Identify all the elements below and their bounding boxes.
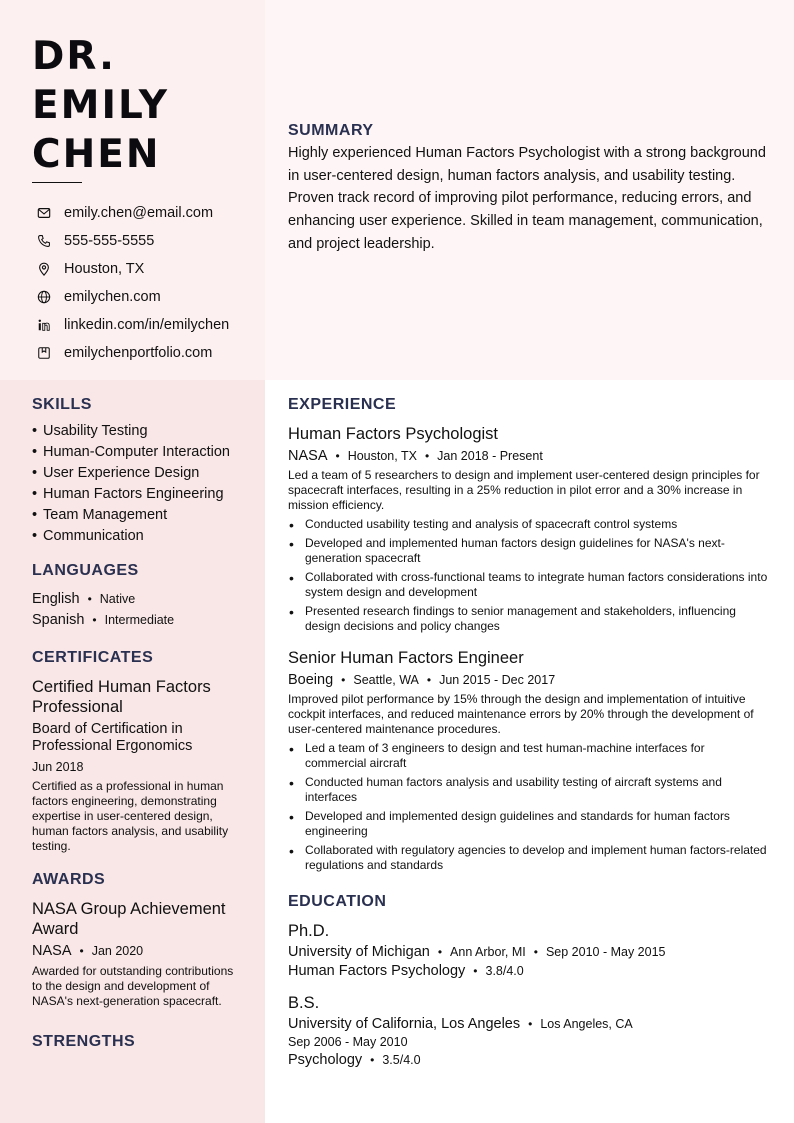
dot-separator: • — [424, 449, 430, 463]
job-entry — [288, 424, 768, 634]
languages-heading: LANGUAGES — [32, 562, 139, 579]
summary-text: Highly experienced Human Factors Psychologist with a strong background in user-centered design, human factors analysis, and usability testing. Proven track record of improving pilot performance, reducing errors, and enhancing user experience. Skilled in team management, communication, and project leadership. — [288, 145, 766, 252]
education-degree: B.S. — [288, 994, 320, 1012]
contact-phone[interactable] — [32, 227, 229, 255]
dot-separator: • — [341, 673, 346, 687]
job-description: Improved pilot performance by 15% through the design and implementation of intuitive cockpit interfaces, and reduced maintenance errors by 20% through the development of user-centered maintenance procedures. — [288, 692, 754, 736]
list-item: • Human-Computer Interaction — [32, 444, 242, 461]
award-description: Awarded for outstanding contributions to the design and development of NASA's next-generation spacecraft. — [32, 964, 234, 1008]
award-entry — [32, 899, 242, 1009]
education-dates-line — [288, 1035, 768, 1049]
dot-separator: • — [533, 945, 538, 959]
globe-icon — [32, 285, 56, 309]
strengths-heading: STRENGTHS — [32, 1033, 136, 1050]
award-name: NASA Group Achievement Award — [32, 900, 226, 938]
contact-email-text: emily.chen@email.com — [64, 205, 214, 221]
education-heading: EDUCATION — [288, 893, 387, 910]
location-pin-icon — [32, 257, 56, 281]
job-description: Led a team of 5 researchers to design and implement user-centered design principles for spacecraft interfaces, resulting in a 25% reduction in pilot error and a 30% increase in mission efficiency. — [288, 468, 760, 512]
job-title: Human Factors Psychologist — [288, 425, 498, 443]
list-item: • Conducted usability testing and analysis of spacecraft control systems — [288, 517, 768, 532]
list-item: • User Experience Design — [32, 465, 242, 482]
award-meta — [32, 943, 242, 959]
list-item: • Collaborated with regulatory agencies to develop and implement human factors-related regulations and standards — [288, 843, 768, 873]
award-date: Jan 2020 — [91, 944, 144, 958]
job-company: Boeing — [288, 672, 334, 688]
education-gpa: 3.5/4.0 — [382, 1053, 421, 1067]
education-school: University of Michigan — [288, 944, 430, 960]
award-org: NASA — [32, 943, 72, 959]
contact-website-text: emilychen.com — [64, 289, 161, 305]
list-item: • Collaborated with cross-functional teams to integrate human factors considerations into system design and development — [288, 570, 768, 600]
education-degree: Ph.D. — [288, 922, 330, 940]
list-item: • Human Factors Engineering — [32, 486, 242, 503]
candidate-name — [32, 32, 252, 179]
education-location: Ann Arbor, MI — [450, 945, 526, 959]
list-item: • Communication — [32, 528, 242, 545]
contact-portfolio-text: emilychenportfolio.com — [64, 345, 213, 361]
left-column — [32, 396, 242, 1051]
dot-separator: • — [370, 1053, 375, 1067]
certificate-name: Certified Human Factors Professional — [32, 678, 211, 716]
education-field-line — [288, 1052, 768, 1068]
name-line: DR. — [32, 34, 116, 79]
language-level: Intermediate — [104, 612, 175, 627]
list-item: • Team Management — [32, 507, 242, 524]
dot-separator: • — [426, 673, 432, 687]
contact-email[interactable] — [32, 199, 229, 227]
contact-portfolio[interactable] — [32, 339, 229, 367]
name-line: CHEN — [32, 132, 161, 177]
language-name: English — [32, 590, 80, 607]
skills-heading: SKILLS — [32, 396, 92, 413]
certificate-org: Board of Certification in Professional Ergonomics — [32, 721, 193, 754]
job-bullets — [288, 517, 768, 634]
summary-heading: SUMMARY — [288, 122, 374, 139]
list-item: • Presented research findings to senior management and stakeholders, influencing design decisions and policy changes — [288, 604, 768, 634]
job-title: Senior Human Factors Engineer — [288, 649, 524, 667]
summary-section — [288, 122, 768, 256]
dot-separator: • — [437, 945, 443, 959]
awards-heading: AWARDS — [32, 871, 106, 888]
job-meta — [288, 448, 768, 464]
list-item: • Developed and implemented design guidelines and standards for human factors engineering — [288, 809, 768, 839]
education-entry — [288, 921, 768, 979]
dot-separator: • — [87, 591, 92, 606]
mail-icon — [32, 201, 56, 225]
education-field: Human Factors Psychology — [288, 963, 466, 979]
experience-heading: EXPERIENCE — [288, 396, 397, 413]
phone-icon — [32, 229, 56, 253]
job-location: Houston, TX — [347, 449, 417, 463]
dot-separator: • — [528, 1017, 533, 1031]
certificates-heading: CERTIFICATES — [32, 649, 154, 666]
list-item: • Usability Testing — [32, 423, 242, 440]
contact-linkedin[interactable] — [32, 311, 229, 339]
right-column — [288, 396, 768, 1068]
job-entry — [288, 648, 768, 873]
contact-website[interactable] — [32, 283, 229, 311]
dot-separator: • — [335, 449, 340, 463]
language-row — [32, 588, 242, 609]
contact-linkedin-text: linkedin.com/in/emilychen — [64, 317, 230, 333]
job-location: Seattle, WA — [353, 673, 419, 687]
dot-separator: • — [473, 964, 478, 978]
contact-location — [32, 255, 229, 283]
language-row — [32, 609, 242, 630]
education-school: University of California, Los Angeles — [288, 1016, 521, 1032]
education-entry — [288, 993, 768, 1068]
education-location: Los Angeles, CA — [540, 1017, 633, 1031]
education-school-line — [288, 944, 768, 960]
job-dates: Jan 2018 - Present — [437, 449, 543, 463]
name-divider — [32, 182, 82, 183]
portfolio-icon — [32, 341, 56, 365]
job-meta — [288, 672, 768, 688]
language-level: Native — [99, 591, 136, 606]
list-item: • Conducted human factors analysis and usability testing of aircraft systems and interfaces — [288, 775, 768, 805]
linkedin-icon — [32, 313, 56, 337]
name-line: EMILY — [32, 83, 169, 128]
contact-list — [32, 199, 229, 367]
certificate-entry — [32, 677, 242, 854]
certificate-date: Jun 2018 — [32, 760, 84, 774]
contact-location-text: Houston, TX — [64, 261, 145, 277]
job-bullets — [288, 741, 768, 873]
job-dates: Jun 2015 - Dec 2017 — [439, 673, 556, 687]
language-name: Spanish — [32, 611, 85, 628]
contact-phone-text: 555-555-5555 — [64, 233, 155, 249]
education-dates: Sep 2006 - May 2010 — [288, 1035, 408, 1049]
education-field-line — [288, 963, 768, 979]
languages-list — [32, 588, 242, 630]
education-field: Psychology — [288, 1052, 363, 1068]
education-gpa: 3.8/4.0 — [485, 964, 524, 978]
education-dates: Sep 2010 - May 2015 — [545, 945, 666, 959]
education-school-line — [288, 1016, 768, 1032]
skills-list — [32, 423, 242, 545]
dot-separator: • — [79, 944, 84, 958]
job-company: NASA — [288, 448, 328, 464]
certificate-description: Certified as a professional in human factors engineering, demonstrating expertise in user-centered design, human factors analysis, and usability testing. — [32, 779, 229, 853]
dot-separator: • — [92, 612, 97, 627]
list-item: • Led a team of 3 engineers to design and test human-machine interfaces for commercial aircraft — [288, 741, 768, 771]
list-item: • Developed and implemented human factors design guidelines for NASA's next-generation spacecraft — [288, 536, 768, 566]
